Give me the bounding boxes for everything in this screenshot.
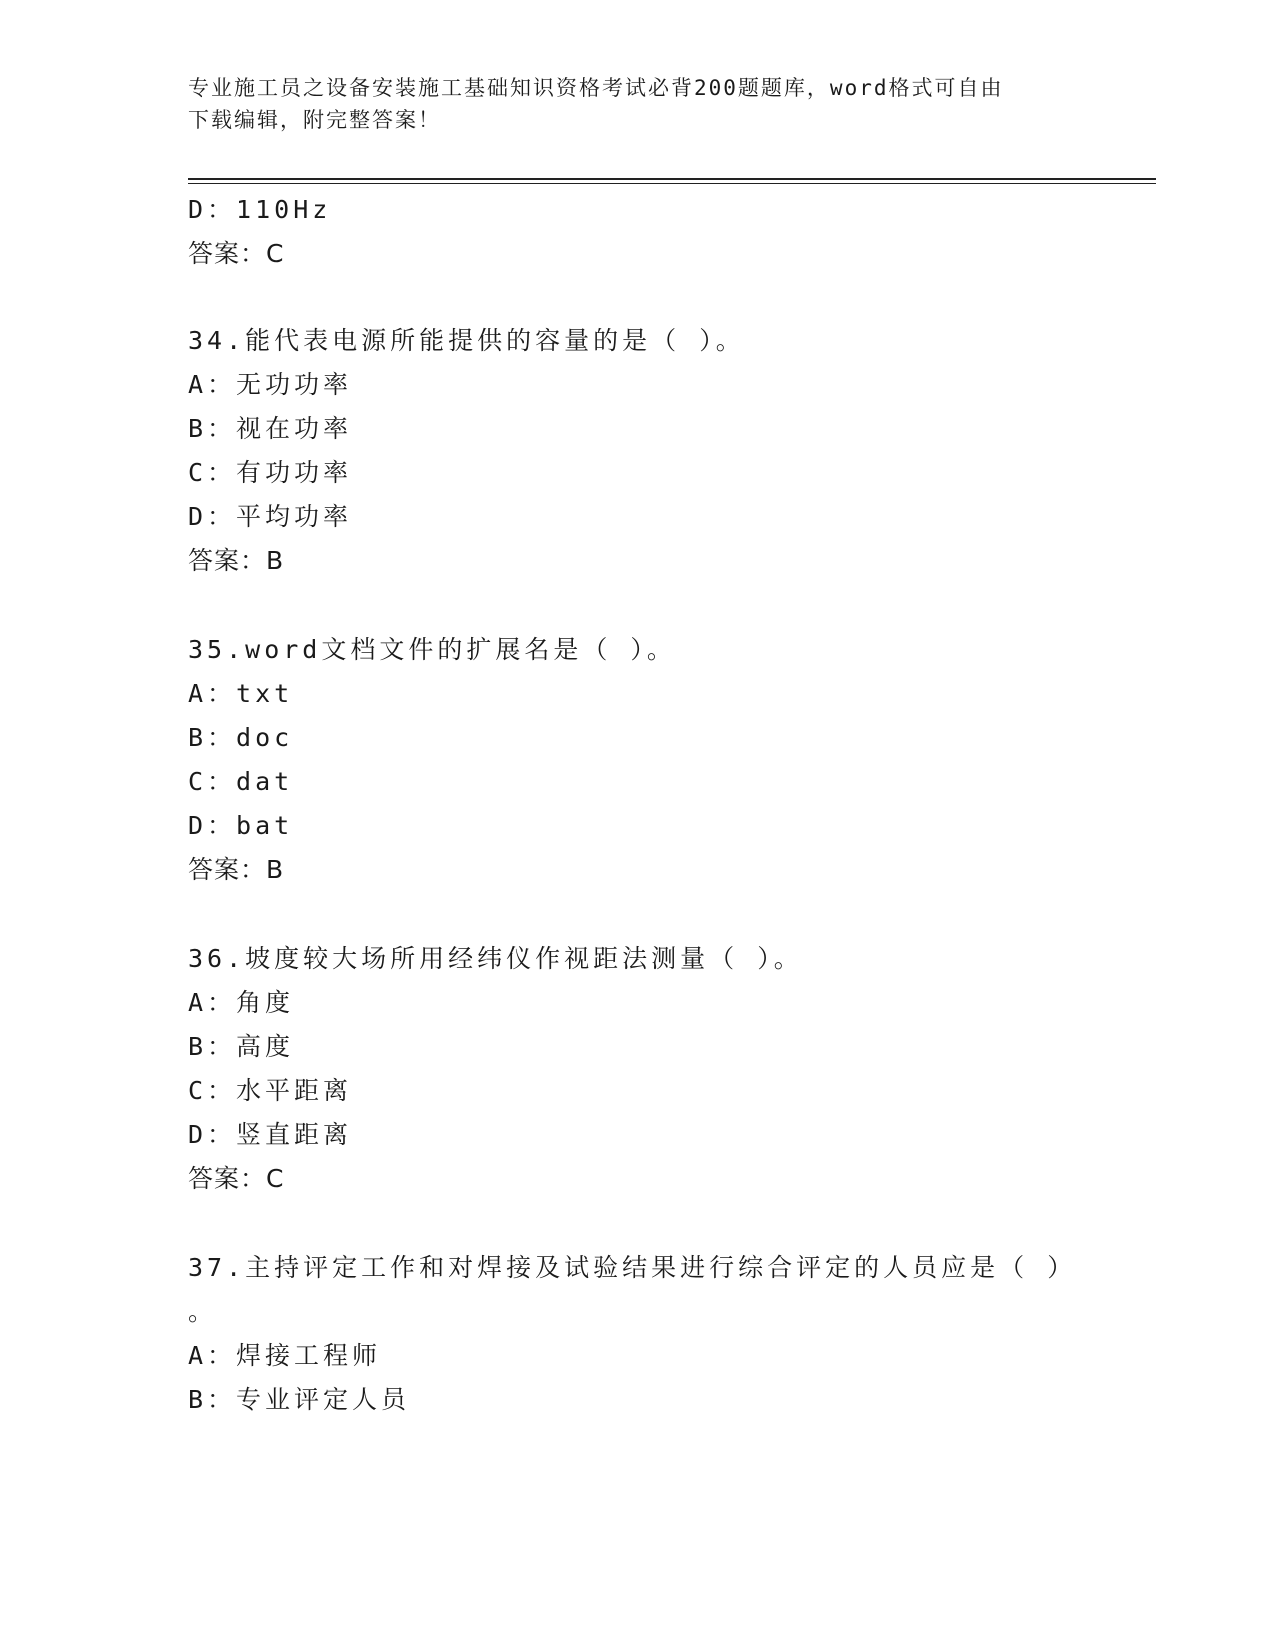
question-36-stem: 36.坡度较大场所用经纬仪作视距法测量（ ）。 bbox=[188, 944, 803, 973]
question-35-answer: 答案：B bbox=[188, 855, 285, 884]
question-37-stem-continuation: 。 bbox=[188, 1297, 218, 1326]
question-34-option-c: C：有功功率 bbox=[188, 458, 353, 487]
prev-answer: 答案：C bbox=[188, 239, 285, 268]
question-36-option-c: C：水平距离 bbox=[188, 1076, 353, 1105]
question-34-option-d: D：平均功率 bbox=[188, 502, 353, 531]
header-divider bbox=[188, 178, 1156, 184]
question-34-stem: 34.能代表电源所能提供的容量的是（ ）。 bbox=[188, 326, 745, 355]
header-line-2: 下载编辑，附完整答案！ bbox=[188, 108, 441, 132]
question-36-answer: 答案：C bbox=[188, 1164, 285, 1193]
document-header bbox=[188, 72, 1088, 136]
question-35-option-c: C：dat bbox=[188, 767, 294, 796]
prev-option-d: D：110Hz bbox=[188, 195, 332, 224]
question-35-option-b: B：doc bbox=[188, 723, 294, 752]
question-36-option-d: D：竖直距离 bbox=[188, 1120, 353, 1149]
question-37-option-b: B：专业评定人员 bbox=[188, 1385, 411, 1414]
question-37-option-a: A：焊接工程师 bbox=[188, 1341, 382, 1370]
question-34-answer: 答案：B bbox=[188, 546, 285, 575]
question-35-option-d: D：bat bbox=[188, 811, 294, 840]
question-35-option-a: A：txt bbox=[188, 679, 294, 708]
question-34-option-b: B：视在功率 bbox=[188, 414, 353, 443]
question-35-stem: 35.word文档文件的扩展名是（ ）。 bbox=[188, 635, 676, 664]
question-36-option-b: B：高度 bbox=[188, 1032, 295, 1061]
question-37-stem: 37.主持评定工作和对焊接及试验结果进行综合评定的人员应是（ ） bbox=[188, 1253, 1077, 1282]
header-line-1: 专业施工员之设备安装施工基础知识资格考试必背200题题库，word格式可自由 bbox=[188, 76, 1004, 100]
question-34-option-a: A：无功功率 bbox=[188, 370, 353, 399]
question-36-option-a: A：角度 bbox=[188, 988, 295, 1017]
